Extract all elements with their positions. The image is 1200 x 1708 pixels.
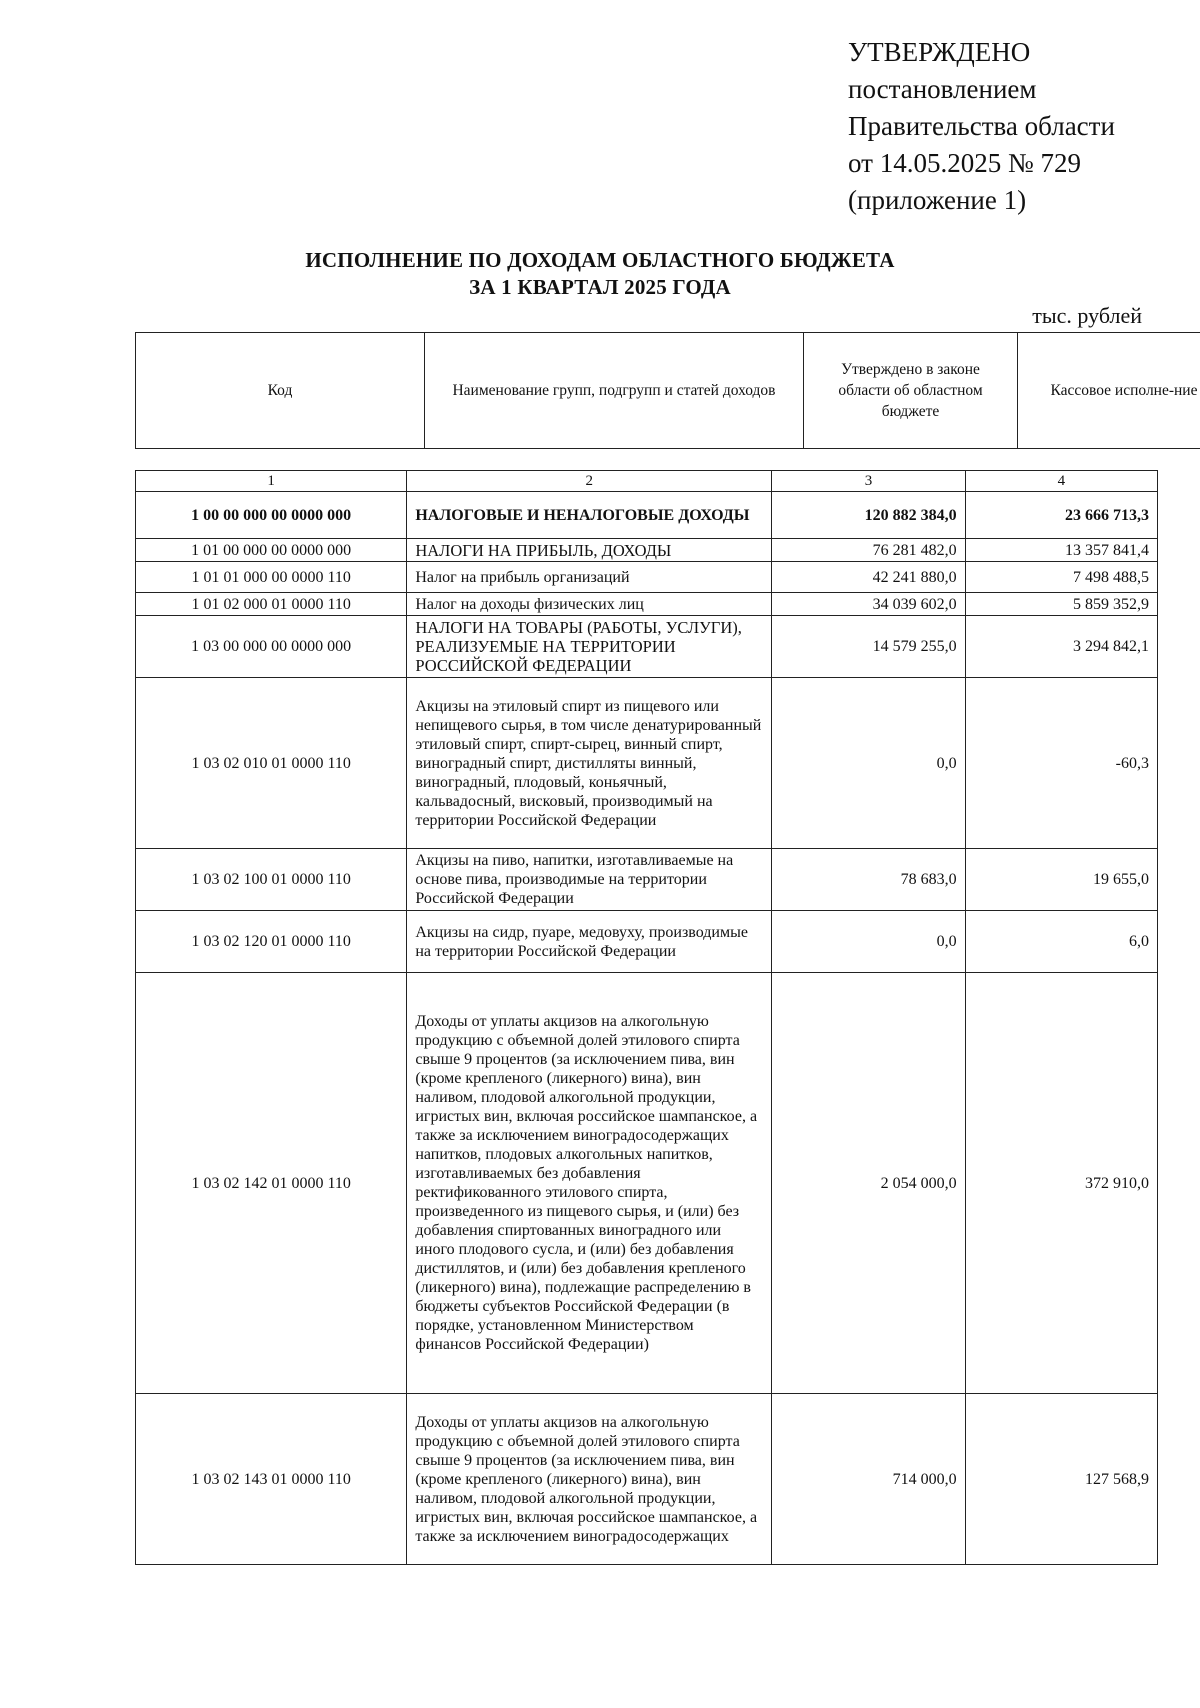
row-executed: 3 294 842,1 [965,616,1157,678]
row-code: 1 03 02 120 01 0000 110 [136,911,407,973]
row-code: 1 03 02 010 01 0000 110 [136,678,407,849]
table-row [136,492,1158,539]
row-approved: 42 241 880,0 [772,562,965,593]
table-row [136,849,1158,911]
header-approved: Утверждено в законе области об областном бюджете [804,333,1018,449]
row-name: Доходы от уплаты акцизов на алкогольную продукцию с объемной долей этилового спирта свыше 9 процентов (за исключением пива, вин (кроме крепленого (ликерного) вина), вин наливом, плодовой алкогольной продукции, игристых вин, включая российское шампанское, а также за исключением виноградосодержащих [407,1394,772,1565]
table-row [136,678,1158,849]
column-number: 3 [772,471,965,492]
row-name: НАЛОГИ НА ПРИБЫЛЬ, ДОХОДЫ [407,539,772,562]
row-name: Доходы от уплаты акцизов на алкогольную продукцию с объемной долей этилового спирта свыше 9 процентов (за исключением пива, вин (кроме крепленого (ликерного) вина), вин наливом, плодовой алкогольной продукции, игристых вин, включая российское шампанское, а также за исключением виноградосодержащих напитков, плодовых алкогольных напитков, изготавливаемых без добавления ректификованного этилового спирта, произведенного из пищевого сырья, и (или) без добавления спиртованных виноградного или иного плодового сусла, и (или) без добавления дистиллятов, и (или) без добавления крепленого (ликерного) вина), подлежащие распределению в бюджеты субъектов Российской Федерации (в порядке, установленном Министерством финансов Российской Федерации) [407,973,772,1394]
row-code: 1 01 01 000 00 0000 110 [136,562,407,593]
header-name: Наименование групп, подгрупп и статей доходов [425,333,804,449]
header-code: Код [136,333,425,449]
header-row [136,333,1200,449]
approval-line-3: Правительства области [848,111,1115,141]
row-code: 1 03 02 143 01 0000 110 [136,1394,407,1565]
row-executed: 5 859 352,9 [965,593,1157,616]
header-table [135,332,1200,449]
row-code: 1 03 02 142 01 0000 110 [136,973,407,1394]
document-title [0,247,1200,301]
row-executed: -60,3 [965,678,1157,849]
column-number: 1 [136,471,407,492]
row-executed: 127 568,9 [965,1394,1157,1565]
column-number-row [136,471,1158,492]
row-executed: 6,0 [965,911,1157,973]
row-approved: 714 000,0 [772,1394,965,1565]
table-row [136,562,1158,593]
table-row [136,593,1158,616]
row-name: НАЛОГИ НА ТОВАРЫ (РАБОТЫ, УСЛУГИ), РЕАЛИЗУЕМЫЕ НА ТЕРРИТОРИИ РОССИЙСКОЙ ФЕДЕРАЦИИ [407,616,772,678]
row-executed: 372 910,0 [965,973,1157,1394]
row-executed: 7 498 488,5 [965,562,1157,593]
row-approved: 0,0 [772,911,965,973]
row-approved: 0,0 [772,678,965,849]
row-approved: 14 579 255,0 [772,616,965,678]
column-number: 4 [965,471,1157,492]
table-row [136,911,1158,973]
row-executed: 13 357 841,4 [965,539,1157,562]
unit-label: тыс. рублей [1032,303,1142,328]
header-executed: Кассовое исполне-ние [1018,333,1200,449]
title-line-2: ЗА 1 КВАРТАЛ 2025 ГОДА [469,275,731,299]
row-approved: 2 054 000,0 [772,973,965,1394]
table-row [136,1394,1158,1565]
row-name: Налог на доходы физических лиц [407,593,772,616]
title-line-1: ИСПОЛНЕНИЕ ПО ДОХОДАМ ОБЛАСТНОГО БЮДЖЕТА [305,248,895,272]
approval-line-1: УТВЕРЖДЕНО [848,37,1031,67]
table-row [136,973,1158,1394]
approval-line-5: (приложение 1) [848,185,1027,215]
row-code: 1 01 00 000 00 0000 000 [136,539,407,562]
approval-line-2: постановлением [848,74,1037,104]
row-code: 1 01 02 000 01 0000 110 [136,593,407,616]
row-approved: 78 683,0 [772,849,965,911]
row-name: Налог на прибыль организаций [407,562,772,593]
table-row [136,616,1158,678]
approval-block [848,34,1115,219]
approval-line-4: от 14.05.2025 № 729 [848,148,1081,178]
table-row [136,539,1158,562]
row-code: 1 03 00 000 00 0000 000 [136,616,407,678]
row-name: Акцизы на пиво, напитки, изготавливаемые на основе пива, производимые на территории Российской Федерации [407,849,772,911]
row-executed: 19 655,0 [965,849,1157,911]
row-approved: 34 039 602,0 [772,593,965,616]
row-executed: 23 666 713,3 [965,492,1157,539]
row-code: 1 00 00 000 00 0000 000 [136,492,407,539]
row-approved: 120 882 384,0 [772,492,965,539]
column-number: 2 [407,471,772,492]
row-name: НАЛОГОВЫЕ И НЕНАЛОГОВЫЕ ДОХОДЫ [407,492,772,539]
row-name: Акцизы на этиловый спирт из пищевого или непищевого сырья, в том числе денатурированный этиловый спирт, спирт-сырец, винный спирт, виноградный спирт, дистилляты винный, виноградный, плодовый, коньячный, кальвадосный, висковый, производимый на территории Российской Федерации [407,678,772,849]
row-approved: 76 281 482,0 [772,539,965,562]
row-code: 1 03 02 100 01 0000 110 [136,849,407,911]
row-name: Акцизы на сидр, пуаре, медовуху, производимые на территории Российской Федерации [407,911,772,973]
revenue-table [135,470,1158,1565]
